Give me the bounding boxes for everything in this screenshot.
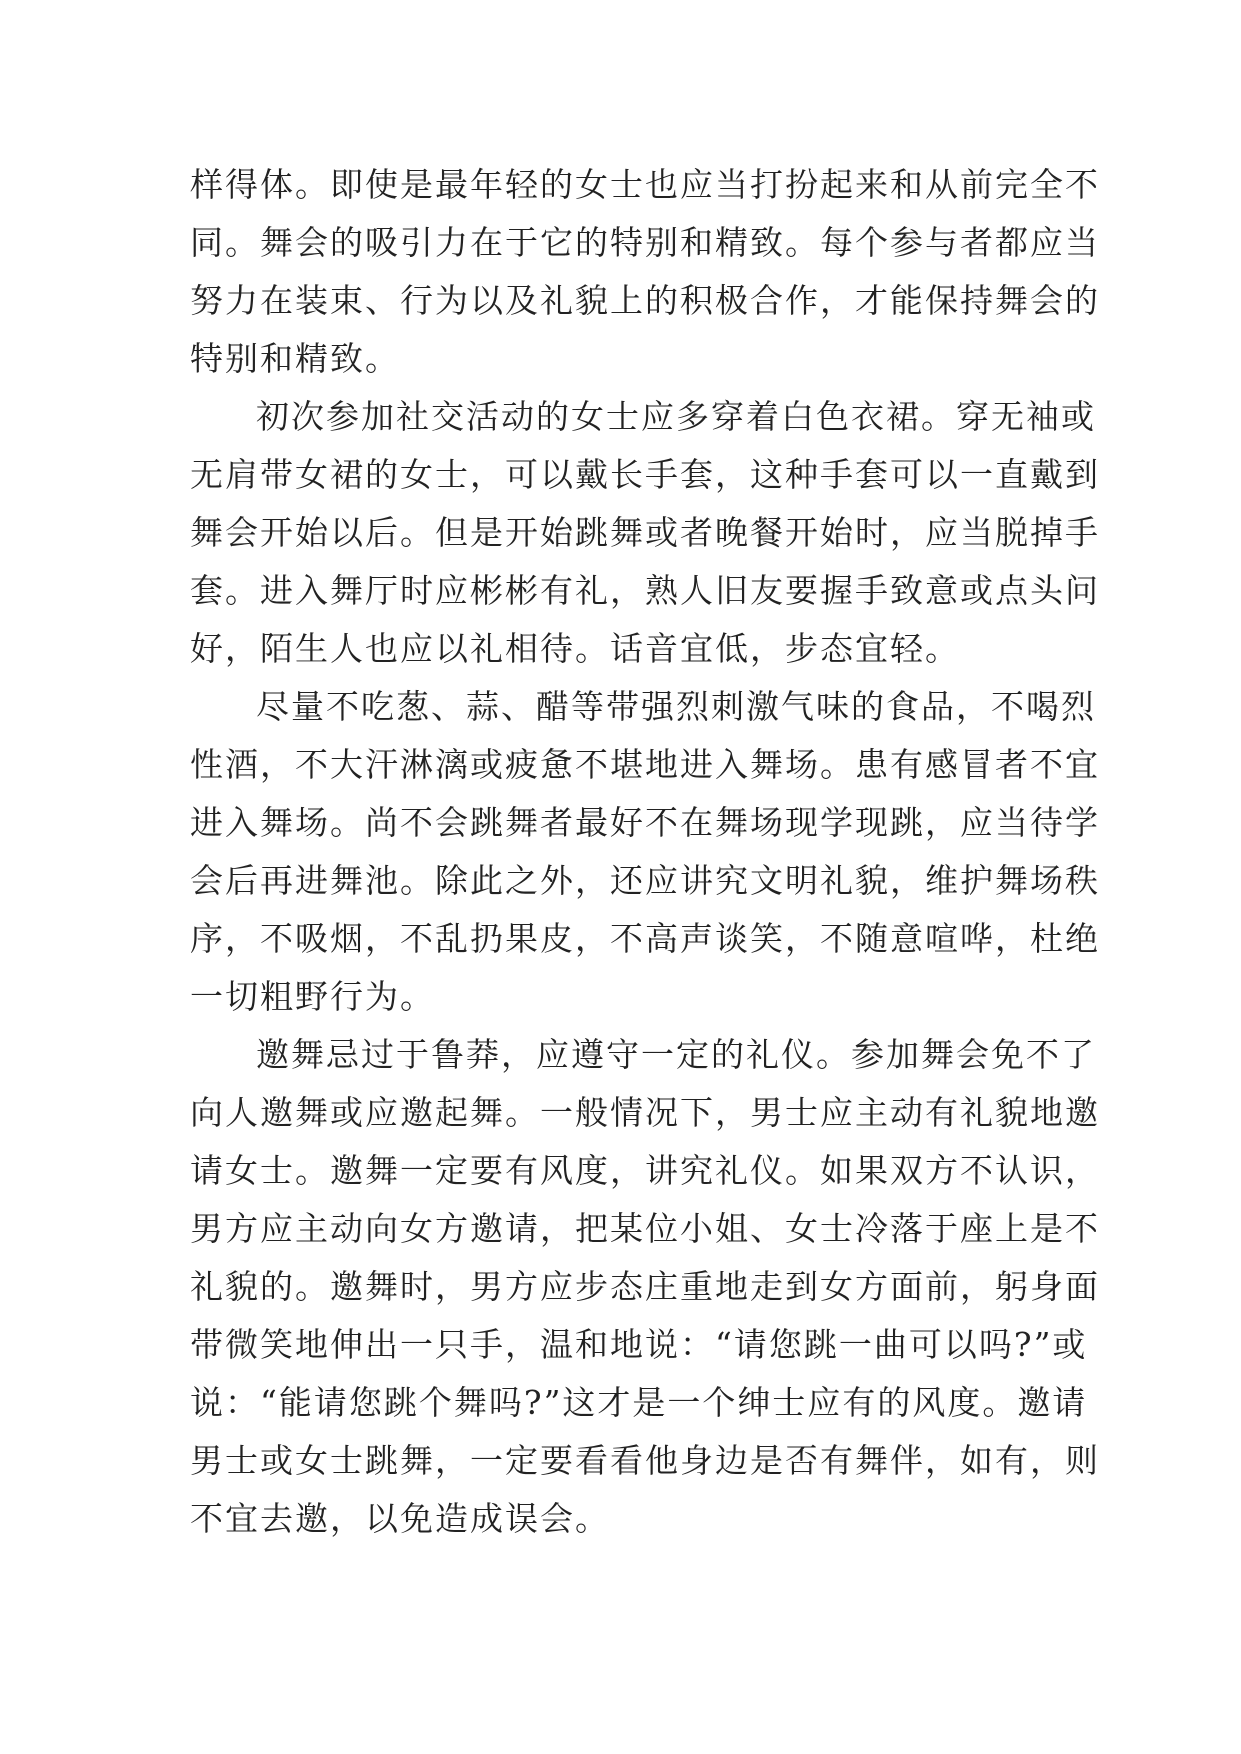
text-line: 无肩带女裙的女士，可以戴长手套，这种手套可以一直戴到: [190, 455, 1100, 494]
text-line: 特别和精致。: [190, 339, 400, 378]
paragraph-2: [190, 388, 1100, 678]
text-line: 初次参加社交活动的女士应多穿着白色衣裙。穿无袖或: [256, 397, 1096, 436]
text-line: 男方应主动向女方邀请，把某位小姐、女士冷落于座上是不: [190, 1209, 1100, 1248]
text-line: 样得体。即使是最年轻的女士也应当打扮起来和从前完全不: [190, 165, 1100, 204]
text-line: 向人邀舞或应邀起舞。一般情况下，男士应主动有礼貌地邀: [190, 1093, 1100, 1132]
text-line: 不宜去邀，以免造成误会。: [190, 1499, 610, 1538]
text-line: 邀舞忌过于鲁莽，应遵守一定的礼仪。参加舞会免不了: [256, 1035, 1096, 1074]
text-line: 带微笑地伸出一只手，温和地说：“请您跳一曲可以吗?”或: [190, 1325, 1088, 1364]
text-line: 礼貌的。邀舞时，男方应步态庄重地走到女方面前，躬身面: [190, 1267, 1100, 1306]
body-text: [190, 156, 1100, 1548]
text-line: 好，陌生人也应以礼相待。话音宜低，步态宜轻。: [190, 629, 960, 668]
text-line: 男士或女士跳舞，一定要看看他身边是否有舞伴，如有，则: [190, 1441, 1100, 1480]
text-line: 同。舞会的吸引力在于它的特别和精致。每个参与者都应当: [190, 223, 1100, 262]
text-line: 舞会开始以后。但是开始跳舞或者晚餐开始时，应当脱掉手: [190, 513, 1100, 552]
text-line: 进入舞场。尚不会跳舞者最好不在舞场现学现跳，应当待学: [190, 803, 1100, 842]
text-line: 性酒，不大汗淋漓或疲惫不堪地进入舞场。患有感冒者不宜: [190, 745, 1100, 784]
paragraph-1: [190, 156, 1100, 388]
text-line: 尽量不吃葱、蒜、醋等带强烈刺激气味的食品，不喝烈: [256, 687, 1096, 726]
text-line: 套。进入舞厅时应彬彬有礼，熟人旧友要握手致意或点头问: [190, 571, 1100, 610]
text-line: 说：“能请您跳个舞吗?”这才是一个绅士应有的风度。邀请: [190, 1383, 1088, 1422]
text-line: 序，不吸烟，不乱扔果皮，不高声谈笑，不随意喧哗，杜绝: [190, 919, 1100, 958]
text-line: 会后再进舞池。除此之外，还应讲究文明礼貌，维护舞场秩: [190, 861, 1100, 900]
text-line: 努力在装束、行为以及礼貌上的积极合作，才能保持舞会的: [190, 281, 1100, 320]
paragraph-4: [190, 1026, 1100, 1548]
paragraph-3: [190, 678, 1100, 1026]
text-line: 一切粗野行为。: [190, 977, 435, 1016]
text-line: 请女士。邀舞一定要有风度，讲究礼仪。如果双方不认识，: [190, 1151, 1100, 1190]
